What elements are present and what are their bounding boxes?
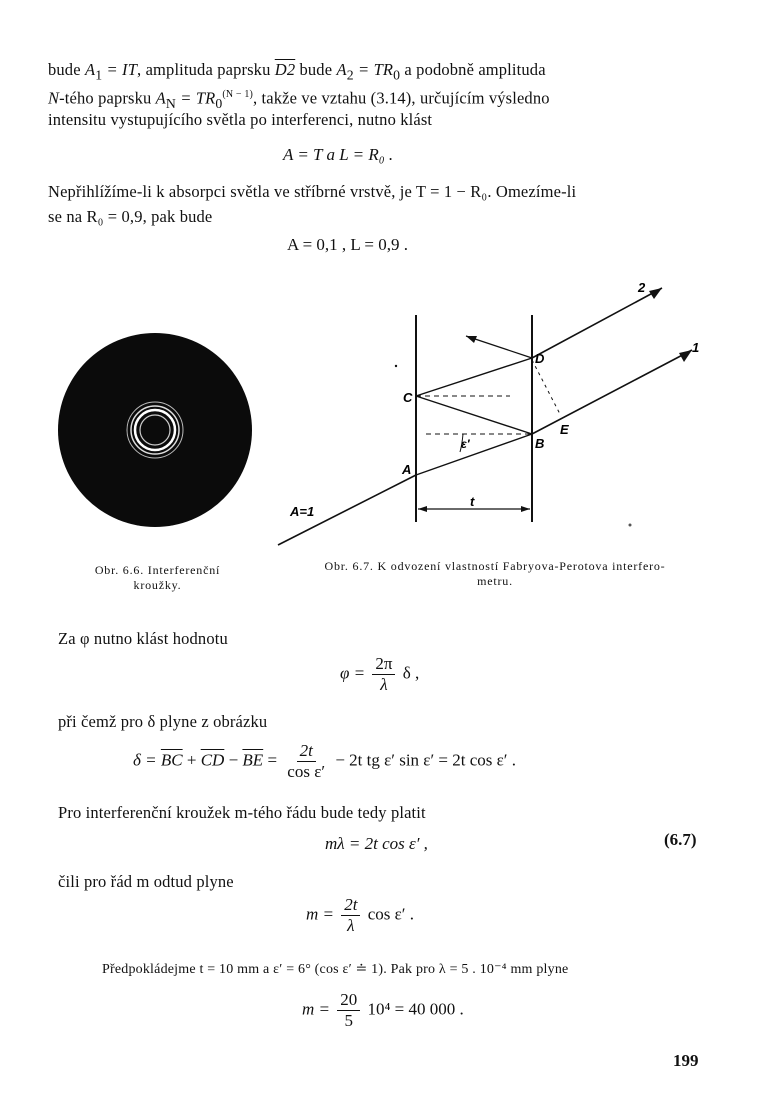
paragraph-1-line-3: intensitu vystupujícího světla po interferenci, nutno klást — [48, 110, 433, 129]
page-number: 199 — [673, 1051, 699, 1070]
ray-1-arrow — [679, 350, 692, 362]
label-eps: ε′ — [461, 437, 470, 451]
equation-6-7: mλ = 2t cos ε′ , — [325, 834, 428, 853]
paragraph-3: Za φ nutno klást hodnotu — [58, 629, 228, 648]
ray-2 — [532, 288, 662, 358]
paragraph-2-line-2: se na R₀ = 0,9, pak bude — [48, 207, 213, 226]
speck — [629, 524, 632, 527]
t-arrow-right — [521, 506, 530, 512]
dark-disc — [58, 333, 252, 527]
figure-interference-rings — [55, 325, 255, 540]
dashed-D-E — [532, 360, 561, 416]
label-B: B — [535, 436, 545, 451]
ray-B-C — [416, 396, 532, 434]
ray-A-B — [416, 434, 532, 475]
label-C: C — [403, 390, 413, 405]
paragraph-7: Předpokládejme t = 10 mm a ε′ = 6° (cos ε′ ≐ 1). Pak pro λ = 5 . 10⁻⁴ mm plyne — [102, 962, 569, 977]
label-ray2: 2 — [638, 280, 646, 295]
reflected-ray-arrow — [466, 336, 477, 343]
label-A1: A=1 — [290, 504, 315, 519]
speck — [395, 365, 397, 367]
paragraph-1-line-2: N-tého paprsku $A_N = TR_0^{(N - 1)}$, takže ve vztahu (3.14), určujícím výsledno — [48, 88, 550, 111]
paragraph-1-line-1: bude $A_1$ = IT, amplituda paprsku D2 bude $A_2 = TR_0$ a podobně amplituda — [48, 60, 546, 83]
equation-number: (6.7) — [664, 830, 697, 849]
equation-m-numeric: m = $\frac{20}{5}$ 10⁴ = 40 000 . — [302, 990, 464, 1030]
figure-6-6-caption: Obr. 6.6. Interferenční kroužky. — [94, 563, 221, 592]
figure-fabry-perot-diagram — [260, 280, 710, 550]
equation-m: m = $\frac{2t}{\lambda}$ cos ε′ . — [306, 895, 415, 935]
ray-2-arrow — [649, 288, 662, 299]
label-D: D — [535, 351, 545, 366]
label-A: A — [402, 462, 412, 477]
label-ray1: 1 — [692, 340, 700, 355]
paragraph-6: čili pro řád m odtud plyne — [58, 872, 234, 891]
label-E: E — [560, 422, 569, 437]
ray-C-D — [416, 358, 532, 396]
equation-A-L: A = T a L = R₀ . — [283, 145, 394, 164]
label-t: t — [470, 494, 475, 509]
equation-A-L-values: A = 0,1 , L = 0,9 . — [287, 235, 409, 254]
paragraph-5: Pro interferenční kroužek m-tého řádu bude tedy platit — [58, 803, 426, 822]
figure-6-7-caption: Obr. 6.7. K odvození vlastností Fabryova-Perotova interfero- metru. — [324, 559, 666, 588]
paragraph-4: při čemž pro δ plyne z obrázku — [58, 712, 268, 731]
equation-delta: $\delta = \overline{BC} + \overline{CD} - \overline{BE}$ = $\frac{2t}{\text{cos ε′}}$ − 2t tg ε′ sin ε′ = 2t cos ε′ . — [133, 741, 516, 781]
reflected-ray-D — [466, 336, 532, 358]
paragraph-2-line-1: Nepřihlížíme-li k absorpci světla ve stříbrné vrstvě, je T = 1 − R₀. Omezíme-li — [48, 182, 577, 201]
equation-phi: φ = $\frac{2\pi}{\lambda}$ δ , — [340, 654, 420, 694]
t-arrow-left — [418, 506, 427, 512]
ray-1 — [532, 350, 692, 434]
